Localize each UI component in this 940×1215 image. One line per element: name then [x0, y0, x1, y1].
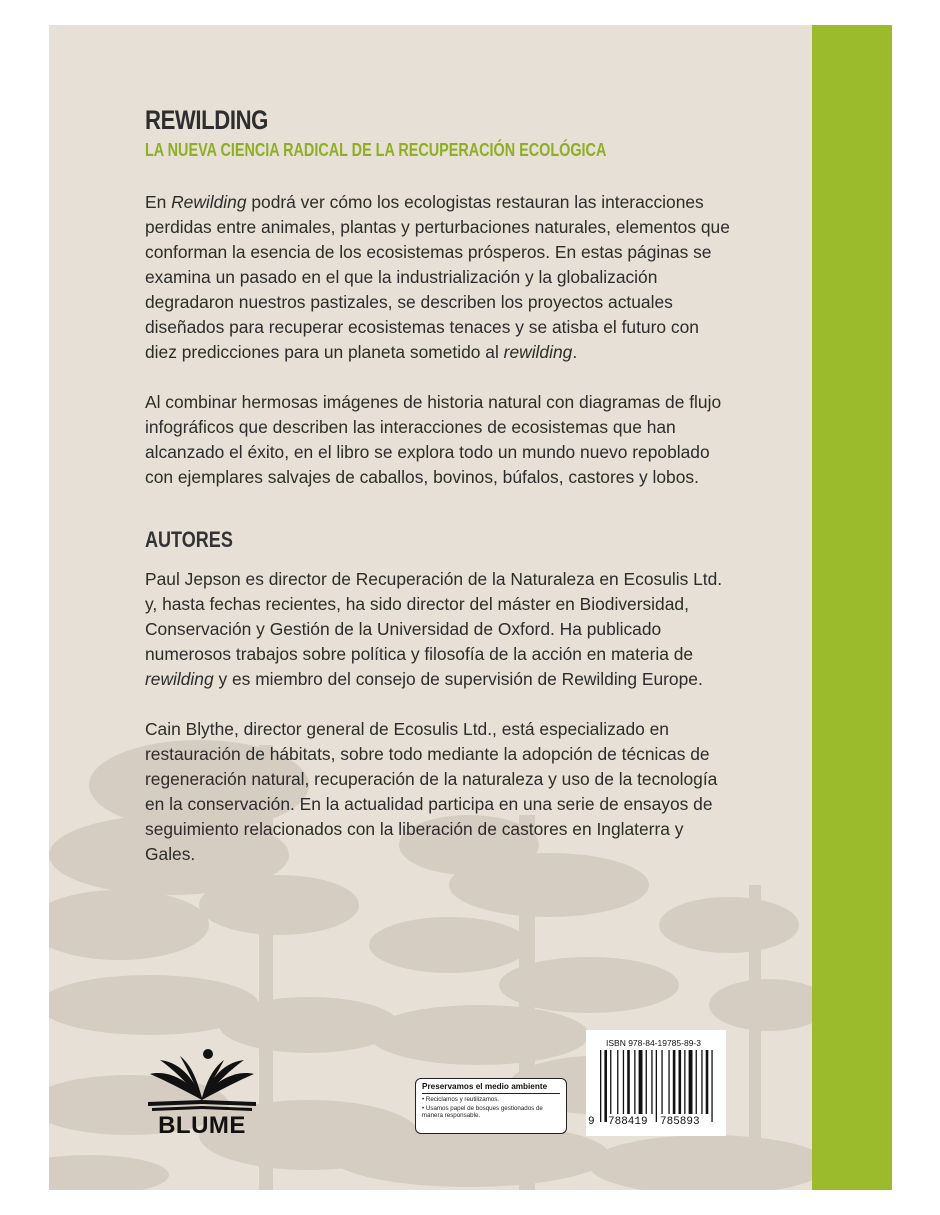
author-bio-text: y es miembro del consejo de supervisión de Rewilding Europe. [213, 669, 703, 689]
book-subtitle: LA NUEVA CIENCIA RADICAL DE LA RECUPERACIÓN ECOLÓGICA [145, 140, 607, 160]
isbn-label: ISBN 978-84-19785-89-3 [606, 1038, 701, 1048]
author-bio-text: es director de Recuperación de la Naturaleza en Ecosulis Ltd. y, hasta fechas recientes, ha sido director del máster en Biodiversidad, Conservación y Gestión de la Universidad de Oxford. Ha publicado numerosos trabajos sobre política y filosofía de la acción en materia de [145, 569, 723, 664]
description-italic-term: rewilding [503, 342, 573, 362]
description-text: . [572, 342, 578, 362]
environment-notice [415, 1078, 567, 1134]
author-bio-2 [145, 717, 735, 867]
book-title: REWILDING [145, 105, 268, 135]
isbn-digit-first: 9 [588, 1116, 595, 1128]
author-bio-text: , director general de Ecosulis Ltd., está especializado en restauración de hábitats, sobre todo mediante la adopción de técnicas de regeneración natural, recuperación de la naturaleza y uso de la tecnología en la conservación. En la actualidad participa en una serie de ensayos de seguimiento relacionados con la liberación de castores en Inglaterra y Gales. [145, 719, 718, 864]
isbn-digits-left: 788419 [608, 1116, 648, 1128]
authors-heading: AUTORES [145, 527, 233, 552]
book-with-figures-icon [146, 1048, 258, 1114]
isbn-digits-right: 785893 [660, 1116, 700, 1128]
environment-title: Preservamos el medio ambiente [422, 1082, 560, 1094]
environment-line: • Reciclamos y reutilizamos. [422, 1096, 500, 1103]
author-name: Cain Blythe [145, 719, 234, 739]
description-paragraph-1 [145, 190, 735, 365]
green-spine-stripe [812, 25, 892, 1190]
description-text: En [145, 192, 172, 212]
publisher-logo [146, 1048, 258, 1140]
isbn-barcode [586, 1030, 726, 1136]
author-name: Paul Jepson [145, 569, 241, 589]
description-paragraph-2: Al combinar hermosas imágenes de historia natural con diagramas de flujo infográficos que describen las interacciones de ecosistemas que han alcanzado el éxito, en el libro se explora todo un mundo nuevo repoblado con ejemplares salvajes de caballos, bovinos, búfalos, castores y lobos. [145, 392, 722, 487]
barcode-bars [600, 1050, 714, 1122]
description-italic-title: Rewilding [171, 192, 247, 212]
publisher-name: BLUME [158, 1112, 246, 1139]
author-bio-italic: rewilding [145, 669, 214, 689]
description-text: podrá ver cómo los ecologistas restauran las interacciones perdidas entre animales, plantas y perturbaciones naturales, elementos que conforman la esencia de los ecosistemas prósperos. En estas páginas se examina un pasado en el que la industrialización y la globalización degradaron nuestros pastizales, se describen los proyectos actuales diseñados para recuperar ecosistemas tenaces y se atisba el futuro con diez predicciones para un planeta sometido al [145, 192, 730, 362]
author-bio-1 [145, 567, 735, 692]
environment-line: • Usamos papel de bosques gestionados de manera responsable. [422, 1105, 543, 1119]
back-cover-text [145, 105, 735, 867]
